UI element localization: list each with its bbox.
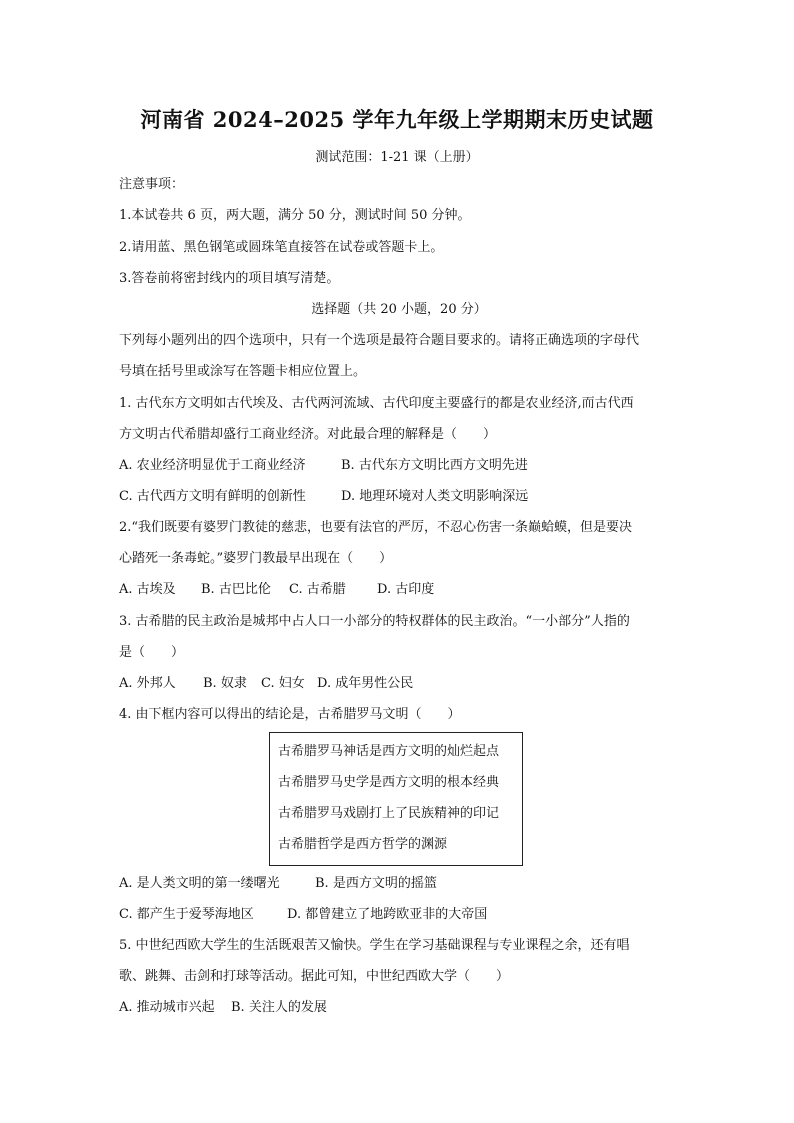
q5-stem-line-1: 5. 中世纪西欧大学生的生活既艰苦又愉快。学生在学习基础课程与专业课程之余，还有唱 — [119, 938, 630, 953]
q4-box-line-4: 古希腊哲学是西方哲学的渊源 — [278, 837, 448, 852]
q1-stem-line-1: 1. 古代东方文明如古代埃及、古代两河流域、古代印度主要盛行的都是农业经济,而古代西 — [119, 396, 634, 411]
q4-option-a: A. 是人类文明的第一缕曙光 — [119, 876, 280, 891]
q4-option-b: B. 是西方文明的摇篮 — [315, 876, 437, 891]
note-item-3: 3.答卷前将密封线内的项目填写清楚。 — [119, 271, 340, 286]
q4-material-box — [269, 732, 523, 866]
section-instruction-line-1: 下列每小题列出的四个选项中，只有一个选项是最符合题目要求的。请将正确选项的字母代 — [119, 333, 640, 348]
q4-options-row-1 — [119, 875, 679, 893]
q5-stem-line-2: 歌、跳舞、击剑和打球等活动。据此可知，中世纪西欧大学（ ） — [119, 969, 510, 984]
q1-options-row-2 — [119, 488, 679, 506]
q3-stem-line-2: 是（ ） — [119, 645, 185, 660]
q4-options-row-2 — [119, 906, 679, 924]
q3-option-c: C. 妇女 — [261, 676, 305, 691]
q2-stem-line-1: 2.“我们既要有婆罗门教徒的慈悲，也要有法官的严厉，不忍心伤害一条巅蛤蟆，但是要决 — [119, 520, 633, 535]
q2-option-a: A. 古埃及 — [119, 582, 176, 597]
section-title: 选择题（共 20 小题，20 分） — [311, 302, 487, 317]
q4-option-c: C. 都产生于爱琴海地区 — [119, 907, 254, 922]
q3-option-b: B. 奴隶 — [203, 676, 247, 691]
q3-stem-line-1: 3. 古希腊的民主政治是城邦中占人口一小部分的特权群体的民主政治。“一小部分”人指的 — [119, 614, 630, 629]
q3-option-d: D. 成年男性公民 — [317, 676, 414, 691]
q5-option-b: B. 关注人的发展 — [231, 1000, 327, 1015]
q3-option-a: A. 外邦人 — [119, 676, 176, 691]
q4-stem-line-1: 4. 由下框内容可以得出的结论是，古希腊罗马文明（ ） — [119, 707, 461, 722]
note-item-2: 2.请用蓝、黑色钢笔或圆珠笔直接答在试卷或答题卡上。 — [119, 240, 444, 255]
q2-options-row — [119, 581, 679, 599]
q4-option-d: D. 都曾建立了地跨欧亚非的大帝国 — [287, 907, 488, 922]
q1-option-b: B. 古代东方文明比西方文明先进 — [341, 458, 528, 473]
q2-option-b: B. 古巴比伦 — [201, 582, 271, 597]
q2-option-c: C. 古希腊 — [289, 582, 346, 597]
notes-heading: 注意事项： — [119, 177, 185, 192]
note-item-1: 1.本试卷共 6 页，两大题，满分 50 分，测试时间 50 分钟。 — [119, 208, 471, 223]
q3-options-row — [119, 675, 679, 693]
q5-option-a: A. 推动城市兴起 — [119, 1000, 215, 1015]
q1-stem-line-2: 方文明古代希腊却盛行工商业经济。对此最合理的解释是（ ） — [119, 427, 497, 442]
q5-options-row — [119, 999, 679, 1017]
q4-box-line-3: 古希腊罗马戏剧打上了民族精神的印记 — [278, 806, 500, 821]
q4-box-line-1: 古希腊罗马神话是西方文明的灿烂起点 — [278, 744, 500, 759]
exam-title: 河南省 2024–2025 学年九年级上学期期末历史试题 — [140, 107, 654, 132]
q1-option-c: C. 古代西方文明有鲜明的创新性 — [119, 489, 306, 504]
q1-option-a: A. 农业经济明显优于工商业经济 — [119, 458, 306, 473]
q1-option-d: D. 地理环境对人类文明影响深远 — [341, 489, 529, 504]
q2-option-d: D. 古印度 — [377, 582, 435, 597]
q2-stem-line-2: 心踏死一条毒蛇。”婆罗门教最早出现在（ ） — [119, 551, 393, 566]
q1-options-row-1 — [119, 457, 679, 475]
q4-box-line-2: 古希腊罗马史学是西方文明的根本经典 — [278, 775, 500, 790]
test-scope: 测试范围：1-21 课（上册） — [315, 150, 479, 165]
section-instruction-line-2: 号填在括号里或涂写在答题卡相应位置上。 — [119, 364, 367, 379]
